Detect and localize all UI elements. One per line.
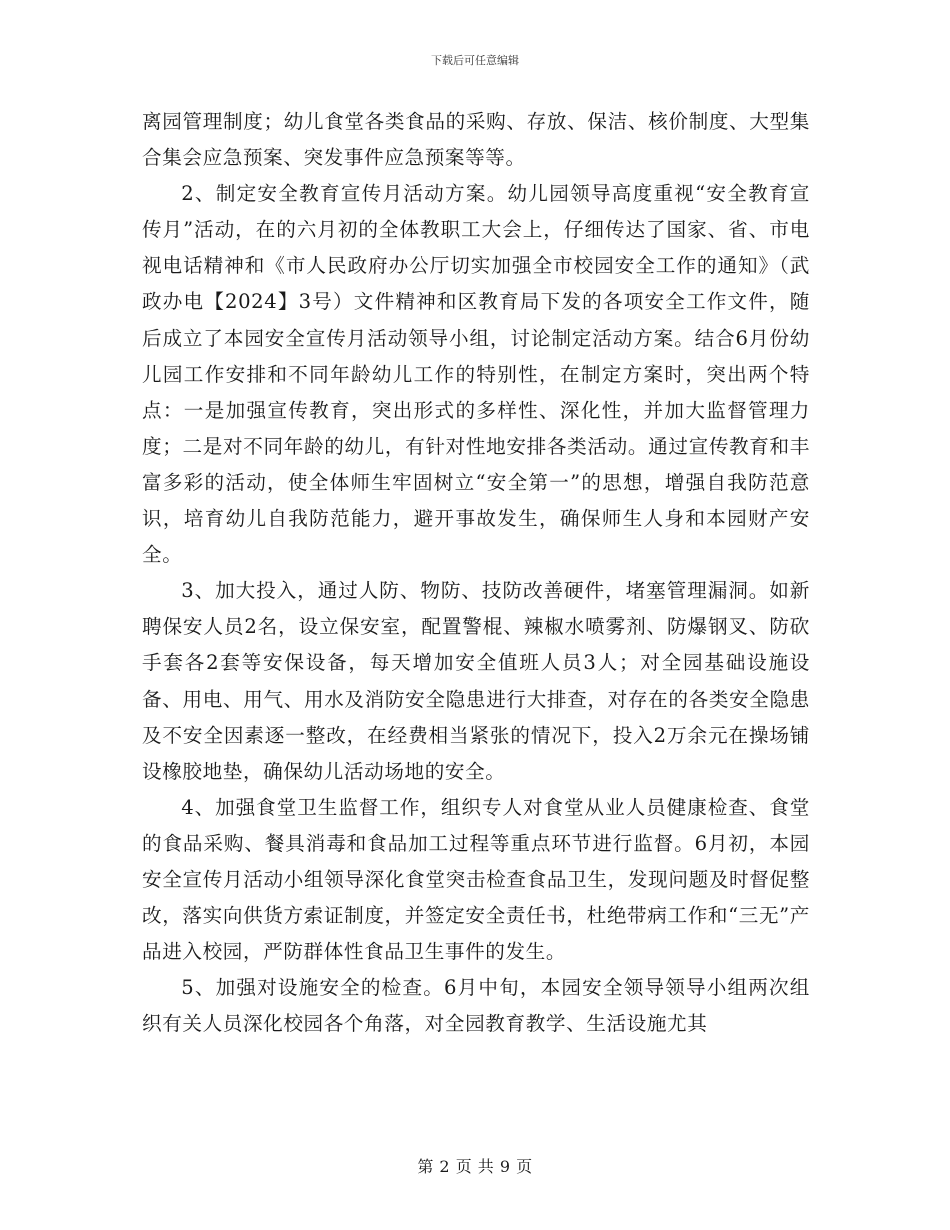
paragraph-4: 4、加强食堂卫生监督工作，组织专人对食堂从业人员健康检查、食堂的食品采购、餐具消毒和食品加工过程等重点环节进行监督。6月初，本园安全宣传月活动小组领导深化食堂突击检查食品卫生，发现问题及时督促整改，落实向供货方索证制度，并签定安全责任书，杜绝带病工作和“三无”产品进入校园，严防群体性食品卫生事件的发生。 (142, 795, 810, 964)
paragraph-2: 2、制定安全教育宣传月活动方案。幼儿园领导高度重视“安全教育宣传月”活动，在的六月初的全体教职工大会上，仔细传达了国家、省、市电视电话精神和《市人民政府办公厅切实加强全市校园安全工作的通知》（武政办电【2024】3号）文件精神和区教育局下发的各项安全工作文件，随后成立了本园安全宣传月活动领导小组，讨论制定活动方案。结合6月份幼儿园工作安排和不同年龄幼儿工作的特别性，在制定方案时，突出两个特点：一是加强宣传教育，突出形式的多样性、深化性，并加大监督管理力度；二是对不同年龄的幼儿，有针对性地安排各类活动。通过宣传教育和丰富多彩的活动，使全体师生牢固树立“安全第一”的思想，增强自我防范意识，培育幼儿自我防范能力，避开事故发生，确保师生人身和本园财产安全。 (142, 182, 810, 567)
paragraph-1: 离园管理制度；幼儿食堂各类食品的采购、存放、保洁、核价制度、大型集合集会应急预案、突发事件应急预案等等。 (142, 110, 810, 170)
paragraph-3: 3、加大投入，通过人防、物防、技防改善硬件，堵塞管理漏洞。如新聘保安人员2名，设立保安室，配置警棍、辣椒水喷雾剂、防爆钢叉、防砍手套各2套等安保设备，每天增加安全值班人员3人；对全园基础设施设备、用电、用气、用水及消防安全隐患进行大排查，对存在的各类安全隐患及不安全因素逐一整改，在经费相当紧张的情况下，投入2万余元在操场铺设橡胶地垫，确保幼儿活动场地的安全。 (142, 579, 810, 783)
page-header: 下载后可任意编辑 (431, 54, 519, 67)
paragraph-5: 5、加强对设施安全的检查。6月中旬，本园安全领导领导小组两次组织有关人员深化校园各个角落，对全园教育教学、生活设施尤其 (142, 976, 810, 1036)
page-number-footer: 第 2 页 共 9 页 (417, 1157, 533, 1176)
document-body (142, 104, 810, 1042)
